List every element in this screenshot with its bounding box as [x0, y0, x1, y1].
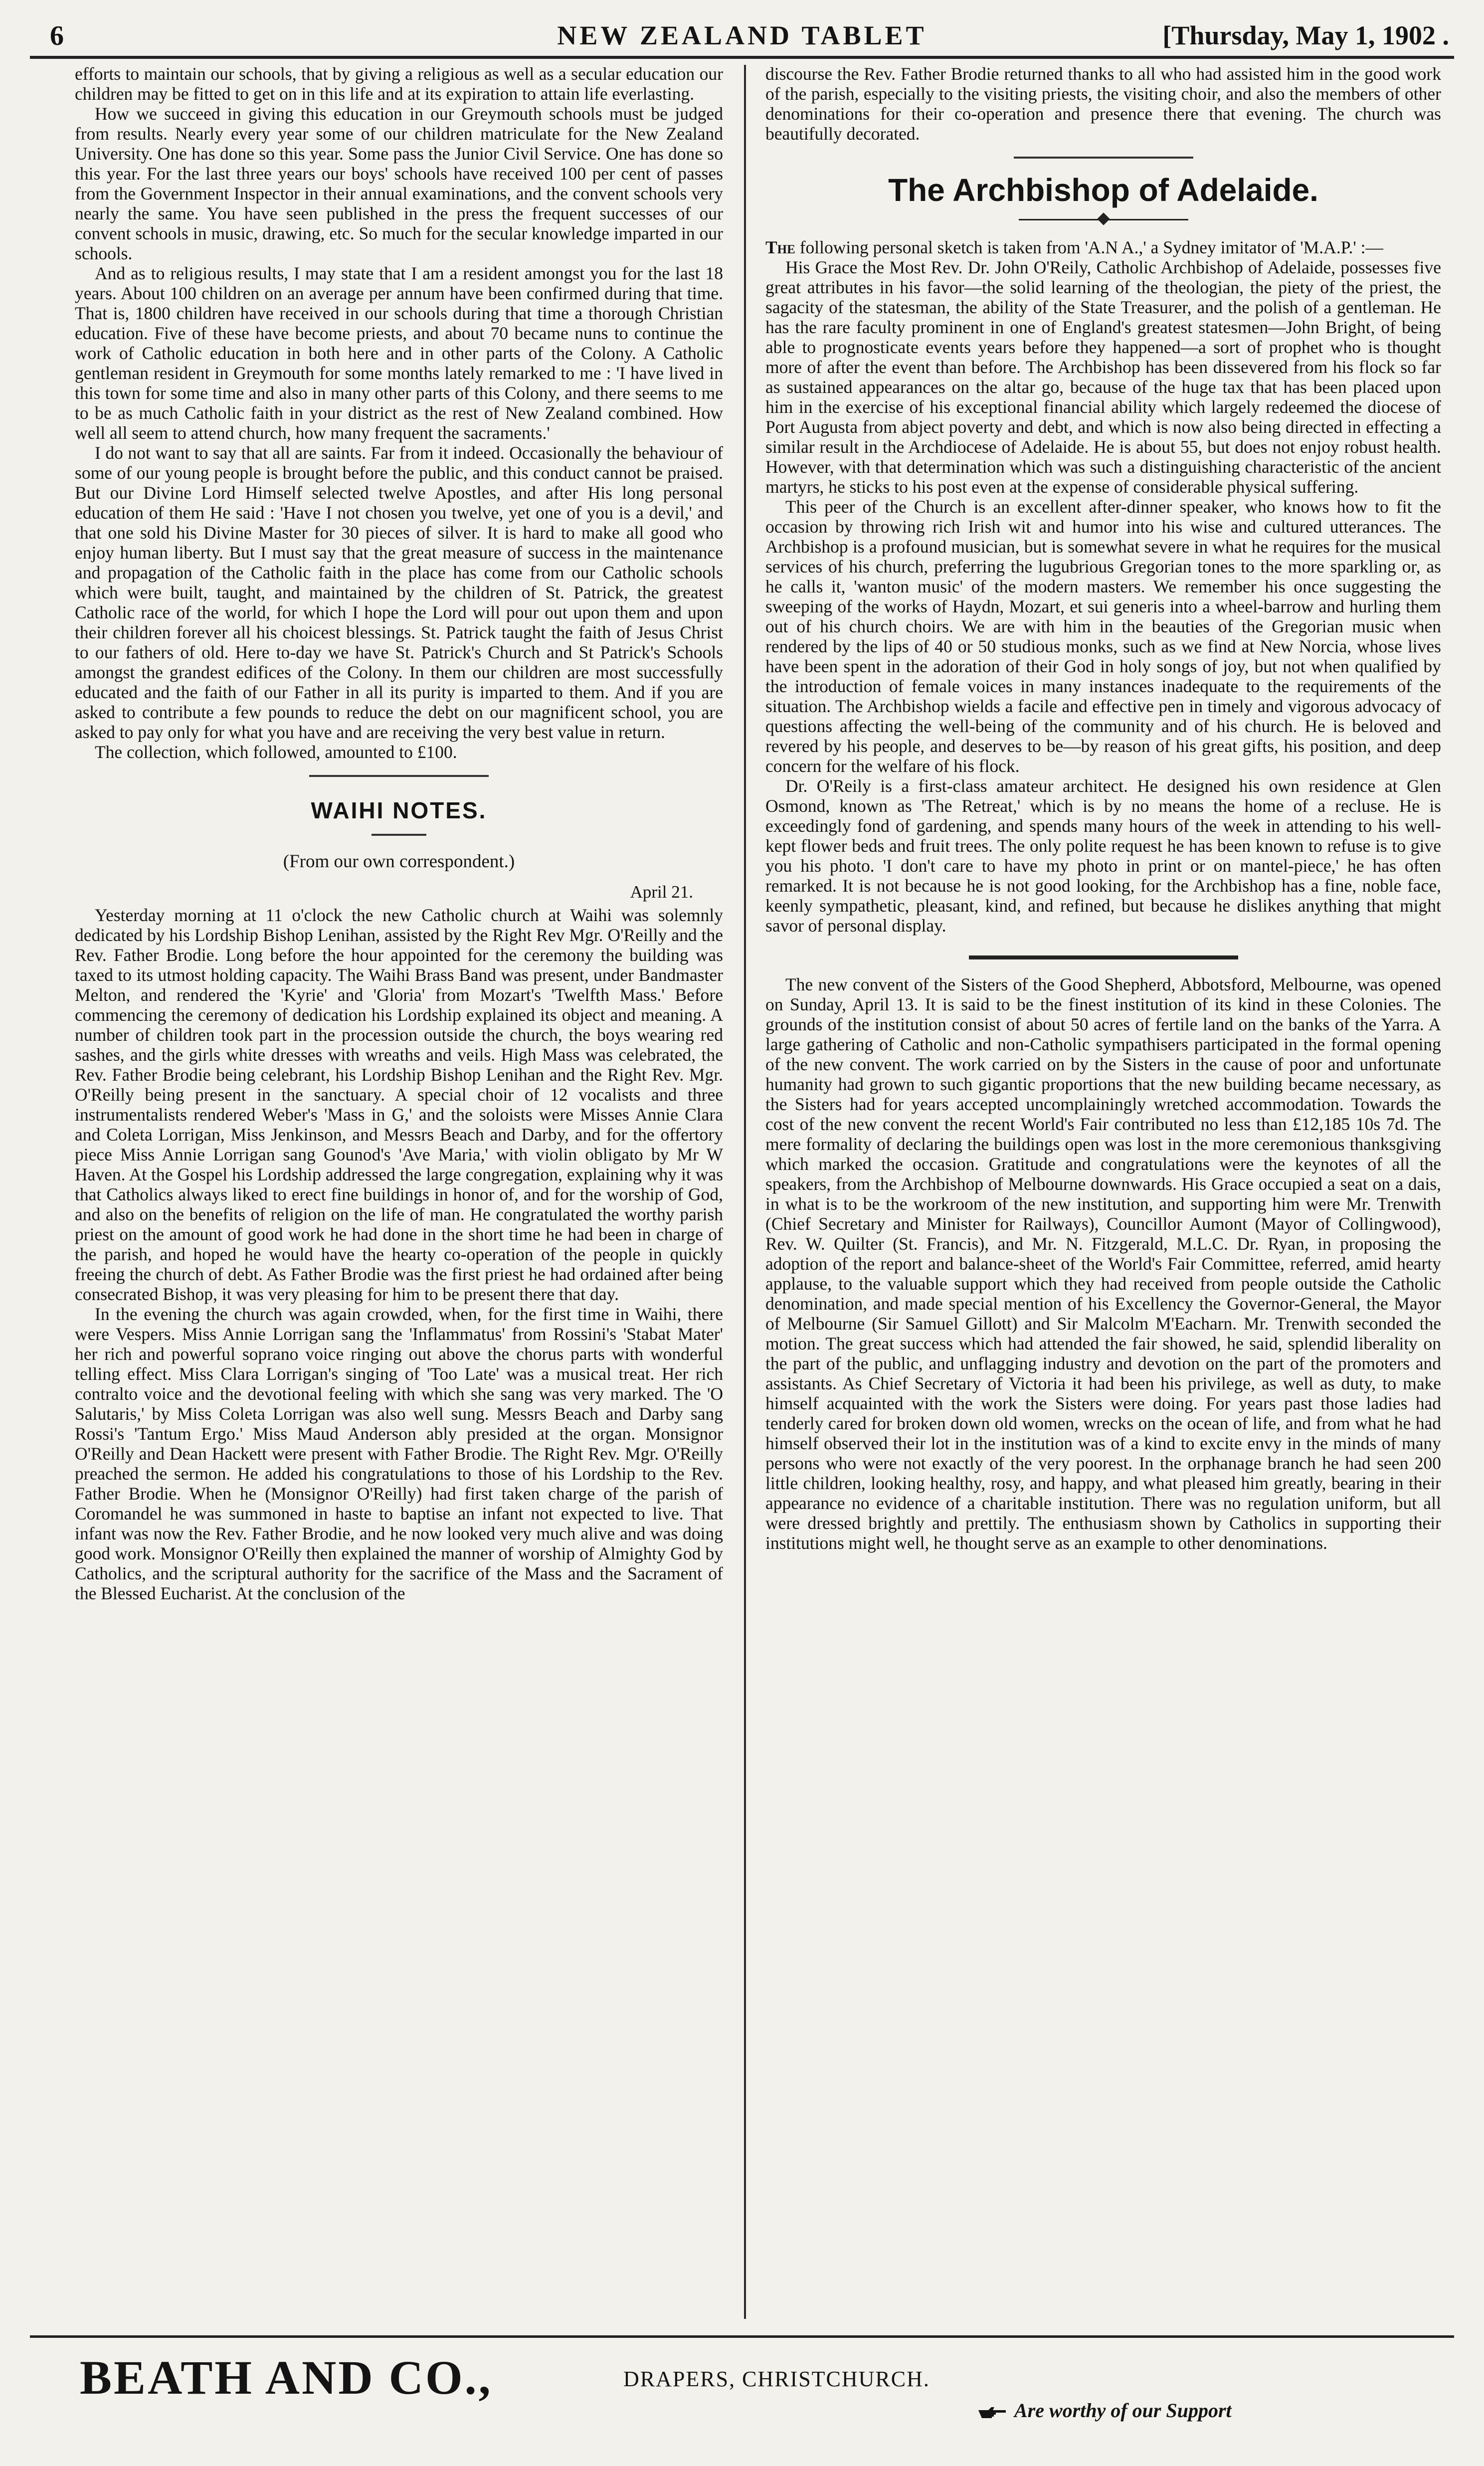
section-divider [969, 955, 1238, 959]
article-paragraph: This peer of the Church is an excellent after-dinner speaker, who knows how to fit the occasion by throwing rich Irish wit and humor into his wise and cultured utterances. The Archbishop is a profound musician, but is somewhat severe in what he requires for the musical services of his church, preferring the lugubrious Gregorian tones to the more sparkling or, as he calls it, 'wanton music' of the modern masters. We remember his once suggesting the sweeping of the works of Haydn, Mozart, et sui generis into a wheel-barrow and hurling them out of his church choirs. We are with him in the beauties of the Gregorian music when rendered by the lips of 40 or 50 studious monks, such as we find at New Norcia, whose lives have been spent in the adoration of their God in holy songs of joy, but not when qualified by the introduction of female voices in many instances inadequate to the requirements of the situation. The Archbishop wields a facile and effective pen in timely and vigorous advocacy of questions affecting the well-being of the community and of his church. He is beloved and revered by his people, and deserves to be—by reason of his great gifts, his position, and deep concern for the welfare of his flock. [765, 497, 1441, 776]
article-paragraph: His Grace the Most Rev. Dr. John O'Reily, Catholic Archbishop of Adelaide, possesses five great attributes in his favor—the solid learning of the theologian, the piety of the priest, the sagacity of the statesman, the ability of the State Treasurer, and the polish of a gentleman. He has the rare faculty prominent in one of England's greatest statesmen—John Bright, of being able to prognosticate events years before they happened—a sort of prophet who is thought more of after the event than before. The Archbishop has been dissevered from his flock so far as sustained appearances on the altar go, because of the huge tax that has been placed upon him in the exercise of his exceptional financial ability which largely redeemed the diocese of Port Augusta from abject poverty and debt, and which is now also being directed in effecting a similar result in the Archdiocese of Adelaide. He is about 55, but does not enjoy robust health. However, with that determination which was such a distinguishing characteristic of the ancient martyrs, he sticks to his post even at the expense of considerable physical suffering. [765, 257, 1441, 497]
masthead-rule [30, 56, 1454, 59]
section-divider [1014, 157, 1193, 159]
article-paragraph: efforts to maintain our schools, that by giving a religious as well as a secular education our children may be fitted to get on in this life and at its expiration to attain life everlasting. [75, 64, 723, 104]
diamond-icon [1097, 212, 1110, 225]
article-paragraph: Yesterday morning at 11 o'clock the new Catholic church at Waihi was solemnly dedicated by his Lordship Bishop Lenihan, assisted by the Right Rev Mgr. O'Reilly and the Rev. Father Brodie. Long before the hour appointed for the ceremony the building was taxed to its utmost holding capacity. The Waihi Brass Band was present, under Bandmaster Melton, and rendered the 'Kyrie' and 'Gloria' from Mozart's 'Twelfth Mass.' Before commencing the ceremony of dedication his Lordship explained its object and meaning. A number of children took part in the procession outside the church, the boys wearing red sashes, and the girls white dresses with wreaths and veils. High Mass was celebrated, the Rev. Father Brodie being celebrant, his Lordship Bishop Lenihan and the Right Rev. Mgr. O'Reilly being present in the sanctuary. A special choir of 12 vocalists and three instrumentalists rendered Weber's 'Mass in G,' and the soloists were Misses Annie Clara and Coleta Lorrigan, Miss Jenkinson, and Messrs Beach and Darby, and for the offertory piece Miss Annie Lorrigan sang Gounod's 'Ave Maria,' with violin obligato by Mr W Haven. At the Gospel his Lordship addressed the large congregation, explaining why it was that Catholics always liked to erect fine buildings in honor of, and for the worship of God, and also on the benefits of religion on the life of man. He congratulated the worthy parish priest on the amount of good work he had done in the short time he had been in charge of the parish, and hoped he would have the hearty co-operation of the people in quickly freeing the church of debt. As Father Brodie was the first priest he had ordained after being consecrated Bishop, it was very pleasing for him to be present there that day. [75, 905, 723, 1304]
newspaper-title: NEW ZEALAND TABLET [557, 20, 927, 50]
article-paragraph: In the evening the church was again crowded, when, for the first time in Waihi, there were Vespers. Miss Annie Lorrigan sang the 'Inflammatus' from Rossini's 'Stabat Mater' her rich and powerful soprano voice ringing out above the chorus parts with wonderful telling effect. Miss Clara Lorrigan's singing of 'Too Late' was a musical treat. Her rich contralto voice and the devotional feeling with which she sang was very marked. The 'O Salutaris,' by Miss Coleta Lorrigan was also well sung. Messrs Beach and Darby sang Rossi's 'Tantum Ergo.' Miss Maud Anderson ably presided at the organ. Monsignor O'Reilly and Dean Hackett were present with Father Brodie. The Right Rev. Mgr. O'Reilly preached the sermon. He added his congratulations to those of his Lordship to the Rev. Father Brodie. When he (Monsignor O'Reilly) had first taken charge of the parish of Coromandel he was summoned in haste to baptise an infant not expected to live. That infant was now the Rev. Father Brodie, and he now looked very much alive and was doing good work. Monsignor O'Reilly then explained the manner of worship of Almighty God by Catholics, and the scriptural authority for the sacrifice of the Mass and the Sacrament of the Blessed Eucharist. At the conclusion of the [75, 1304, 723, 1603]
advertiser-subtitle: DRAPERS, CHRISTCHURCH. [623, 2367, 930, 2391]
archbishop-heading: The Archbishop of Adelaide. [888, 172, 1318, 208]
lead-text: following personal sketch is taken from 'A.N A.,' a Sydney imitator of 'M.A.P.' :— [799, 237, 1384, 257]
article-paragraph: discourse the Rev. Father Brodie returned thanks to all who had assisted him in the good work of the parish, especially to the visiting priests, the visiting choir, and also the members of other denominations for their co-operation and presence there that evening. The church was beautifully decorated. [765, 64, 1441, 144]
article-paragraph: And as to religious results, I may state that I am a resident amongst you for the last 18 years. About 100 children on an average per annum have been confirmed during that time. That is, 1800 children have received in our schools during that time a thorough Christian education. Five of these have become priests, and about 70 became nuns to continue the work of Catholic education in both here and in other parts of the Colony. A Catholic gentleman resident in Greymouth for some months lately remarked to me : 'I have lived in this town for some time and also in many other parts of this Colony, and there seems to me to be as much Catholic faith in your district as the rest of New Zealand combined. How well all seem to attend church, how many frequent the sacraments.' [75, 263, 723, 443]
waihi-heading: WAIHI NOTES. [311, 797, 487, 823]
page-number: 6 [50, 20, 64, 51]
article-paragraph: How we succeed in giving this education in our Greymouth schools must be judged from results. Nearly every year some of our children matriculate for the New Zealand University. One has done so this year. Some pass the Junior Civil Service. One has done so this year. For the last three years our boys' schools have received 100 per cent of passes from the Government Inspector in their annual examinations, and the convent schools very nearly the same. You have seen published in the press the frequent successes of our convent schools in music, drawing, etc. So much for the secular knowledge imparted in our schools. [75, 104, 723, 263]
right-column [765, 64, 1441, 2323]
column-divider [744, 65, 746, 2319]
heading-rule [371, 834, 426, 836]
article-paragraph: The collection, which followed, amounted to £100. [95, 742, 457, 762]
pointing-hand-icon [977, 2405, 1007, 2420]
article-paragraph: The new convent of the Sisters of the Good Shepherd, Abbotsford, Melbourne, was opened on Sunday, April 13. It is said to be the finest institution of its kind in these Colonies. The grounds of the institution consist of about 50 acres of fertile land on the banks of the Yarra. A large gathering of Catholic and non-Catholic sympathisers participated in the formal opening of the new convent. The work carried on by the Sisters in the cause of poor and unfortunate humanity had grown to such gigantic proportions that the new building became necessary, as the Sisters had for years accepted uncomplainingly wretched accommodation. Towards the cost of the new convent the recent World's Fair contributed no less than £12,185 10s 7d. The mere formality of declaring the buildings open was lost in the more ceremonious thanksgiving which marked the occasion. Gratitude and congratulations were the keynotes of all the speakers, from the Archbishop of Melbourne downwards. His Grace occupied a seat on a dais, in what is to be the workroom of the new institution, and supporting him were Mr. Trenwith (Chief Secretary and Minister for Railways), Councillor Aumont (Mayor of Collingwood), Rev. W. Quilter (St. Francis), and Mr. N. Fitzgerald, M.L.C. Dr. Ryan, in proposing the adoption of the report and balance-sheet of the World's Fair Committee, referred, amid hearty applause, to the valuable support which they had received from people outside the Catholic denomination, and made special mention of his Excellency the Governor-General, the Mayor of Melbourne (Sir Samuel Gillott) and Sir Malcolm M'Eacharn. Mr. Trenwith seconded the motion. The great success which had attended the fair showed, he said, splendid liberality on the part of the public, and unflagging industry and devotion on the part of the promoters and assistants. As Chief Secretary of Victoria it had been his privilege, as well as duty, to make himself acquainted with the work the Sisters were doing. For years past those ladies had tenderly cared for broken down old women, wrecks on the ocean of life, and from what he had himself observed their lot in the institution was of a kind to excite envy in the minds of many persons who were not exactly of the very poorest. In the orphanage branch he had seen 200 little children, looking healthy, rosy, and happy, and what pleased him greatly, bearing in their appearance no evidence of a charitable institution. There was no regulation uniform, but all were dressed brightly and prettily. The enthusiasm shown by Catholics in supporting their institutions might well, he thought serve as an example to other denominations. [765, 974, 1441, 1553]
article-paragraph: Dr. O'Reily is a first-class amateur architect. He designed his own residence at Glen Osmond, known as 'The Retreat,' which is by no means the home of a recluse. He is exceedingly fond of gardening, and spends many hours of the week in attending to his well-kept flower beds and fruit trees. The only polite request he has been known to refuse is to give you his photo. 'I don't care to have my photo in print or on mantel-piece,' he has often remarked. It is not because he is not good looking, for the Archbishop has a fine, noble face, keenly sympathetic, pleasant, kind, and refined, but because he dislikes anything that might savor of personal display. [765, 776, 1441, 936]
support-line [977, 2399, 1232, 2422]
article-paragraph: I do not want to say that all are saints. Far from it indeed. Occasionally the behaviour of some of our young people is brought before the public, and this conduct cannot be praised. But our Divine Lord Himself selected twelve Apostles, and after His long personal education of them He said : 'Have I not chosen you twelve, yet one of you is a devil,' and that one sold his Divine Master for 30 pieces of silver. It is hard to make all good who enjoy human liberty. But I must say that the great measure of success in the maintenance and propagation of the Catholic faith in the place has come from our Catholic schools which were built, taught, and maintained by the children of St. Patrick, the greatest Catholic race of the world, for which I hope the Lord will pour out upon them and upon their children forever all his choicest blessings. St. Patrick taught the faith of Jesus Christ to our fathers of old. Here to-day we have St. Patrick's Church and St Patrick's Schools amongst the grandest edifices of the Colony. In them our children are most successfully educated and the faith of our Father in all its purity is imparted to them. And if you are asked to contribute a few pounds to reduce the debt on our magnificent school, you are asked to pay only for what you have and are receiving the very best value in return. [75, 443, 723, 742]
masthead [30, 14, 1454, 55]
dateline: April 21. [630, 882, 693, 902]
footer-rule [30, 2335, 1454, 2338]
left-column [75, 64, 723, 2323]
support-text: Are worthy of our Support [1014, 2399, 1232, 2422]
advertiser-name: BEATH AND CO., [80, 2351, 493, 2404]
lead-word: The [765, 237, 795, 257]
ornament-divider [1019, 213, 1188, 225]
correspondent-line: (From our own correspondent.) [283, 851, 515, 872]
issue-date: [Thursday, May 1, 1902 . [1162, 20, 1449, 50]
section-divider [309, 775, 489, 777]
article-paragraph [765, 237, 1441, 257]
